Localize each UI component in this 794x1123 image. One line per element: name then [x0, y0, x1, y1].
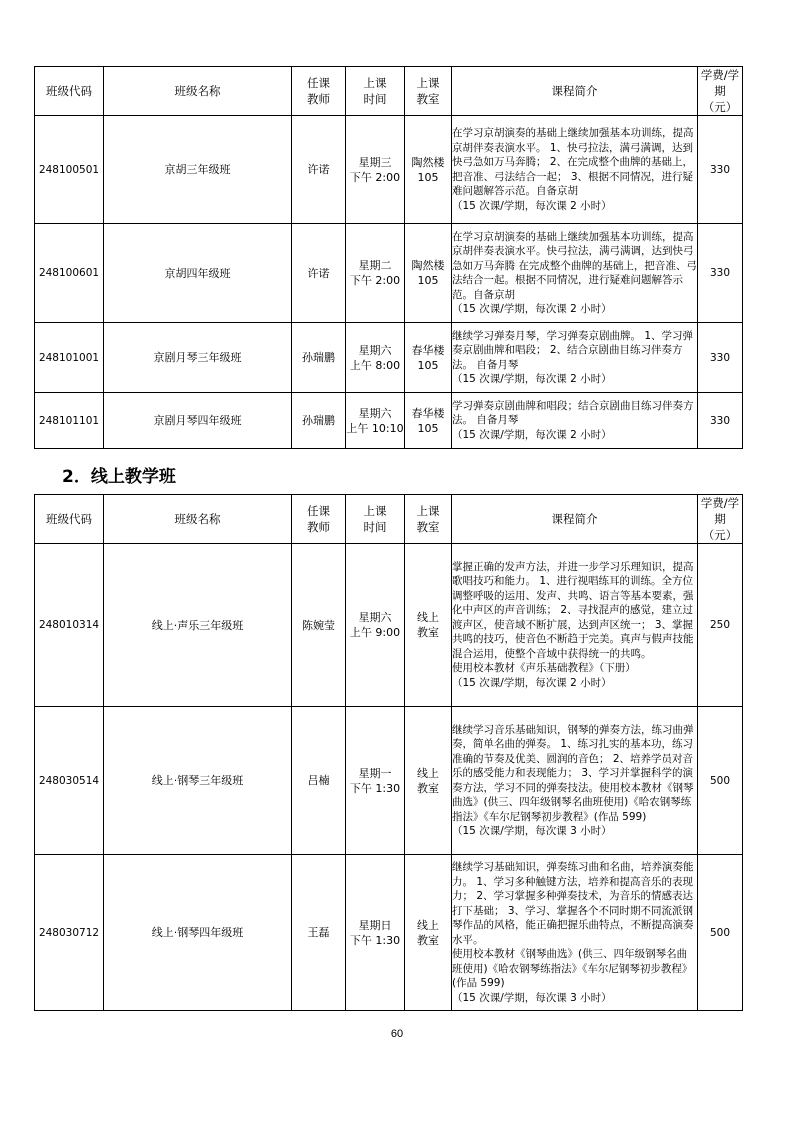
class-code: 248030514 [35, 707, 104, 855]
header-tuition: 学费/学期 （元） [698, 495, 743, 544]
teacher-name: 吕楠 [292, 707, 346, 855]
teacher-name: 孙瑞鹏 [292, 393, 346, 449]
tuition-fee: 330 [698, 323, 743, 393]
class-code: 248101101 [35, 393, 104, 449]
classroom: 春华楼 105 [405, 393, 452, 449]
class-code: 248101001 [35, 323, 104, 393]
course-description: 继续学习弹奏月琴，学习弹奏京剧曲牌。 1、学习弹奏京剧曲牌和唱段； 2、结合京剧曲目练习伴奏方法。 自备月琴 （15 次课/学期，每次课 2 小时） [452, 323, 698, 393]
section-heading-online: 2．线上教学班 [62, 467, 176, 487]
classroom: 线上 教室 [405, 855, 452, 1011]
class-time: 星期日 下午 1:30 [346, 855, 405, 1011]
page-number: 60 [390, 1028, 404, 1040]
header-classroom: 上课 教室 [405, 495, 452, 544]
header-tuition: 学费/学期 （元） [698, 67, 743, 116]
class-code: 248100501 [35, 116, 104, 224]
classroom: 陶然楼 105 [405, 116, 452, 224]
course-description: 在学习京胡演奏的基础上继续加强基本功训练，提高京胡伴奏表演水平。 1、快弓拉法，满弓满调，达到快弓急如万马奔腾； 2、在完成整个曲牌的基础上，把音准、弓法结合一起； 3、根据不同情况，进行疑难问题解答示范。自备京胡 （15 次课/学期，每次课 2 小时） [452, 116, 698, 224]
class-time: 星期二 下午 2:00 [346, 224, 405, 323]
tuition-fee: 500 [698, 855, 743, 1011]
table-row [35, 116, 743, 224]
class-time: 星期六 上午 8:00 [346, 323, 405, 393]
header-classroom: 上课 教室 [405, 67, 452, 116]
tuition-fee: 330 [698, 393, 743, 449]
classroom: 陶然楼 105 [405, 224, 452, 323]
header-class-time: 上课 时间 [346, 67, 405, 116]
class-name: 京剧月琴三年级班 [104, 323, 292, 393]
header-class-name: 班级名称 [104, 67, 292, 116]
table-row [35, 323, 743, 393]
course-table-offline [34, 66, 743, 449]
course-description: 学习弹奏京剧曲牌和唱段；结合京剧曲目练习伴奏方法。 自备月琴 （15 次课/学期，每次课 2 小时） [452, 393, 698, 449]
class-name: 线上·钢琴三年级班 [104, 707, 292, 855]
tuition-fee: 500 [698, 707, 743, 855]
class-name: 线上·声乐三年级班 [104, 544, 292, 707]
table-header-row [35, 495, 743, 544]
header-course-description: 课程简介 [452, 67, 698, 116]
table-row [35, 855, 743, 1011]
header-class-code: 班级代码 [35, 67, 104, 116]
table-row [35, 393, 743, 449]
classroom: 线上 教室 [405, 544, 452, 707]
class-time: 星期三 下午 2:00 [346, 116, 405, 224]
class-name: 京胡四年级班 [104, 224, 292, 323]
course-description: 继续学习音乐基础知识，钢琴的弹奏方法，练习曲弹奏，简单名曲的弹奏。 1、练习扎实的基本功，练习准确的节奏及优美、圆润的音色； 2、培养学员对音乐的感受能力和表现能力； 3、学习并掌握科学的演奏方法，学习不同的弹奏技法。使用校本教材《钢琴曲选》(供三、四年级钢琴名曲班使用)《哈农钢琴练指法》《车尔尼钢琴初步教程》(作品 599) （15 次课/学期，每次课 3 小时） [452, 707, 698, 855]
class-code: 248010314 [35, 544, 104, 707]
header-class-time: 上课 时间 [346, 495, 405, 544]
header-teacher: 任课 教师 [292, 495, 346, 544]
class-time: 星期六 上午 10:10 [346, 393, 405, 449]
teacher-name: 许诺 [292, 116, 346, 224]
tuition-fee: 250 [698, 544, 743, 707]
teacher-name: 许诺 [292, 224, 346, 323]
classroom: 线上 教室 [405, 707, 452, 855]
class-time: 星期六 上午 9:00 [346, 544, 405, 707]
class-code: 248100601 [35, 224, 104, 323]
course-description: 在学习京胡演奏的基础上继续加强基本功训练，提高京胡伴奏表演水平。快弓拉法，满弓满调，达到快弓急如万马奔腾 在完成整个曲牌的基础上，把音准、弓法结合一起。根据不同情况，进行疑难问题解答示范。自备京胡 （15 次课/学期，每次课 2 小时） [452, 224, 698, 323]
course-description: 掌握正确的发声方法，并进一步学习乐理知识，提高歌唱技巧和能力。 1、进行视唱练耳的训练。全方位调整呼吸的运用、发声、共鸣、语言等基本要素，强化中声区的声音训练； 2、寻找混声的感觉，建立过渡声区，使音域不断扩展，达到声区统一； 3、掌握共鸣的技巧，使音色不断趋于完美。真声与假声技能混合运用，使整个音域中获得统一的共鸣。 使用校本教材《声乐基础教程》（下册） （15 次课/学期，每次课 2 小时） [452, 544, 698, 707]
table-row [35, 224, 743, 323]
course-description: 继续学习基础知识，弹奏练习曲和名曲，培养演奏能力。 1、学习多种触键方法，培养和提高音乐的表现力； 2、学习掌握多种弹奏技术，为音乐的情感表达打下基础； 3、学习、掌握各个不同时期不同流派钢琴作品的风格，能正确把握乐曲特点，不断提高演奏水平。 使用校本教材《钢琴曲选》(供三、四年级钢琴名曲班使用)《哈农钢琴练指法》《车尔尼钢琴初步教程》(作品 599) （15 次课/学期，每次课 3 小时） [452, 855, 698, 1011]
class-name: 京剧月琴四年级班 [104, 393, 292, 449]
class-code: 248030712 [35, 855, 104, 1011]
header-class-name: 班级名称 [104, 495, 292, 544]
tuition-fee: 330 [698, 224, 743, 323]
teacher-name: 陈婉莹 [292, 544, 346, 707]
header-class-code: 班级代码 [35, 495, 104, 544]
teacher-name: 王磊 [292, 855, 346, 1011]
tuition-fee: 330 [698, 116, 743, 224]
classroom: 春华楼 105 [405, 323, 452, 393]
header-course-description: 课程简介 [452, 495, 698, 544]
class-time: 星期一 下午 1:30 [346, 707, 405, 855]
table-header-row [35, 67, 743, 116]
table-row [35, 544, 743, 707]
class-name: 京胡三年级班 [104, 116, 292, 224]
class-name: 线上·钢琴四年级班 [104, 855, 292, 1011]
table-row [35, 707, 743, 855]
teacher-name: 孙瑞鹏 [292, 323, 346, 393]
header-teacher: 任课 教师 [292, 67, 346, 116]
course-table-online [34, 494, 743, 1011]
